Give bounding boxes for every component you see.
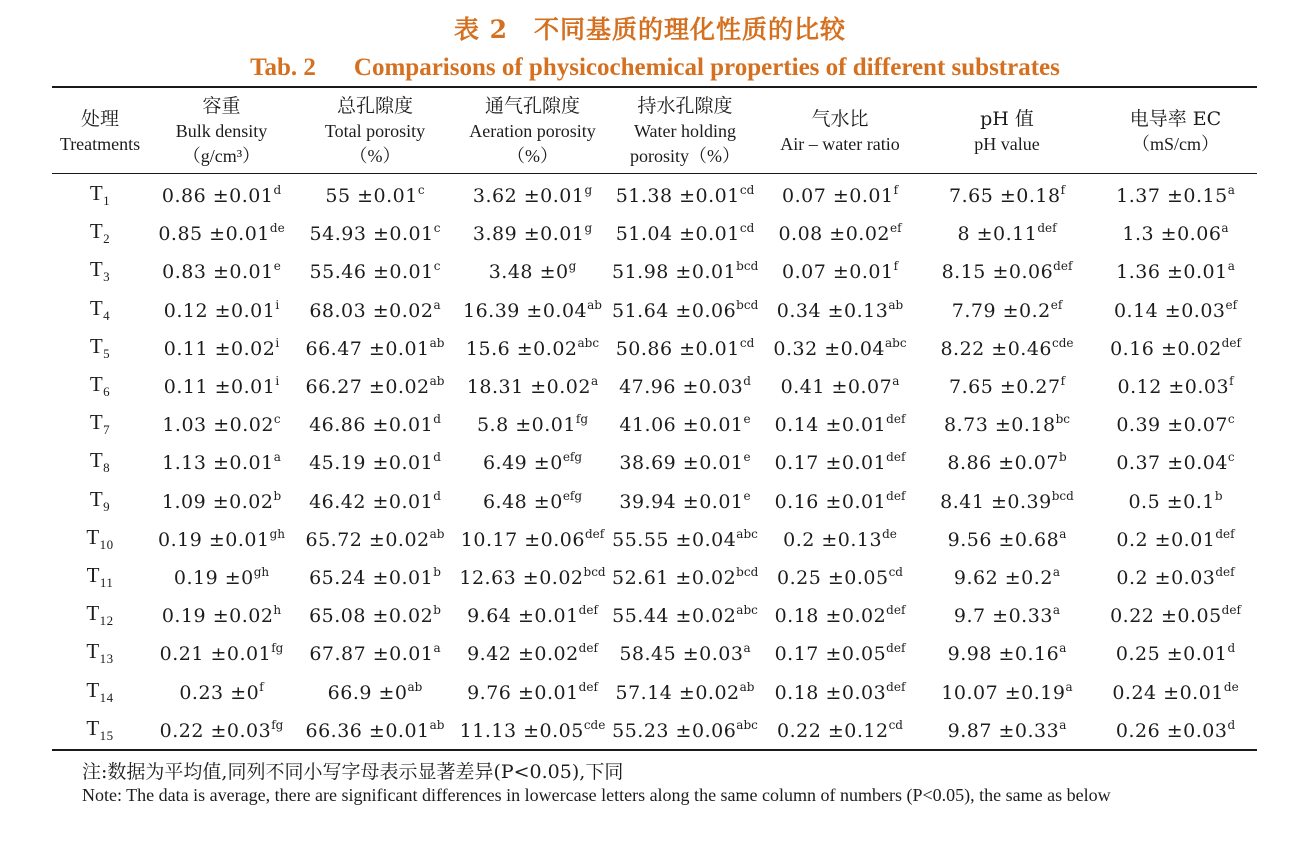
electrical-conductivity-cell: 0.2 ±0.01$^{def}$ xyxy=(1116,526,1235,551)
ph-value-cell: 9.62 ±0.2$^a$ xyxy=(953,564,1061,589)
treatment-cell: $T_{15}$ xyxy=(52,711,148,750)
table-row xyxy=(52,520,1257,558)
aeration-porosity-cell: 11.13 ±0.05$^{cde}$ xyxy=(455,711,610,750)
ph-value-cell: 8.22 ±0.46$^{cde}$ xyxy=(940,335,1074,360)
bulk-density-cell: $0.23 \pm 0^f$ xyxy=(179,679,264,704)
ph-value-cell: 9.7 ±0.33$^a$ xyxy=(953,603,1061,628)
treatment-cell: $T_{12}$ xyxy=(86,601,114,629)
air-water-ratio-cell: 0.32 ±0.04$^{abc}$ xyxy=(773,335,907,360)
total-porosity-cell: 54.93 ±0.01$^c$ xyxy=(309,221,441,246)
table-caption: Comparisons of physicochemical properties of different substrates xyxy=(353,54,1060,81)
water-holding-porosity-cell: 41.06 ±0.01$^e$ xyxy=(619,412,751,437)
header-row xyxy=(52,87,1257,174)
total-porosity-cell: 55.46 ±0.01$^c$ xyxy=(309,259,441,284)
properties-table xyxy=(52,86,1257,751)
electrical-conductivity-cell: 1.36 ±0.01$^a$ xyxy=(1116,259,1235,284)
electrical-conductivity-cell: 0.39 ±0.07$^c$ xyxy=(1116,412,1235,437)
total-porosity-cell: 65.08 ±0.02$^b$ xyxy=(309,603,441,628)
treatment-cell: $T_9$ xyxy=(89,486,111,514)
electrical-conductivity-cell: 1.37 ±0.15$^a$ xyxy=(1116,183,1235,208)
water-holding-porosity-cell: 47.96 ±0.03$^d$ xyxy=(619,374,751,399)
treatment-cell: $T_1$ xyxy=(89,181,111,209)
water-holding-porosity-cell: 50.86 ±0.01$^{cd}$ xyxy=(615,335,755,360)
water-holding-porosity-cell: 57.14 ±0.02$^{ab}$ xyxy=(615,679,755,704)
total-porosity-cell: 65.72 ±0.02$^{ab}$ xyxy=(305,526,445,551)
treatment-cell: $T_{11}$ xyxy=(86,562,114,590)
header-ph-value: pH 值 pH value xyxy=(920,87,1094,174)
water-holding-porosity-cell: 51.98 ±0.01$^{bcd}$ xyxy=(612,259,759,284)
air-water-ratio-cell: 0.08 ±0.02$^{ef}$ xyxy=(778,221,902,246)
table-row xyxy=(52,711,1257,750)
electrical-conductivity-cell: 0.26 ±0.03$^d$ xyxy=(1094,711,1257,750)
electrical-conductivity-cell: 0.37 ±0.04$^c$ xyxy=(1116,450,1235,475)
ph-value-cell: 7.65 ±0.27$^f$ xyxy=(948,374,1066,399)
air-water-ratio-cell: 0.25 ±0.05$^{cd}$ xyxy=(777,564,903,589)
total-porosity-cell: 45.19 ±0.01$^d$ xyxy=(309,450,441,475)
header-electrical-conductivity: 电导率 EC （mS/cm） xyxy=(1094,87,1257,174)
bulk-density-cell: 1.09 ±0.02$^b$ xyxy=(161,488,282,513)
aeration-porosity-cell: 3.89 ±0.01$^g$ xyxy=(472,221,593,246)
note-chinese: 注:数据为平均值,同列不同小写字母表示显著差异(P<0.05),下同 xyxy=(82,761,624,783)
air-water-ratio-cell: 0.41 ±0.07$^a$ xyxy=(780,374,900,399)
electrical-conductivity-cell: 0.2 ±0.03$^{def}$ xyxy=(1116,564,1235,589)
air-water-ratio-cell: 0.07 ±0.01$^f$ xyxy=(781,259,899,284)
treatment-cell: $T_3$ xyxy=(89,257,111,285)
water-holding-porosity-cell: 39.94 ±0.01$^e$ xyxy=(619,488,751,513)
treatment-cell: $T_{10}$ xyxy=(86,524,114,552)
header-bulk-density: 容重 Bulk density （g/cm³） xyxy=(148,87,295,174)
aeration-porosity-cell: 3.62 ±0.01$^g$ xyxy=(472,183,593,208)
total-porosity-cell: 66.47 ±0.01$^{ab}$ xyxy=(305,335,445,360)
table-row xyxy=(52,405,1257,443)
bulk-density-cell: 0.22 ±0.03$^{fg}$ xyxy=(148,711,295,750)
aeration-porosity-cell: 9.76 ±0.01$^{def}$ xyxy=(467,679,598,704)
aeration-porosity-cell: 9.42 ±0.02$^{def}$ xyxy=(467,641,598,666)
air-water-ratio-cell: 0.16 ±0.01$^{def}$ xyxy=(774,488,906,513)
bulk-density-cell: 0.19 ±0.01$^{gh}$ xyxy=(158,526,285,551)
air-water-ratio-cell: 0.07 ±0.01$^f$ xyxy=(781,183,899,208)
electrical-conductivity-cell: 1.3 ±0.06$^a$ xyxy=(1122,221,1229,246)
air-water-ratio-cell: 0.22 ±0.12$^{cd}$ xyxy=(760,711,920,750)
ph-value-cell: 8 ±0.11$^{def}$ xyxy=(957,221,1057,246)
ph-value-cell: 10.07 ±0.19$^a$ xyxy=(941,679,1073,704)
table-title-english xyxy=(0,54,1300,82)
electrical-conductivity-cell: 0.5 ±0.1$^b$ xyxy=(1128,488,1223,513)
bulk-density-cell: $0.11 \pm 0.01^i$ xyxy=(163,374,280,399)
ph-value-cell: 9.56 ±0.68$^a$ xyxy=(947,526,1067,551)
header-aeration-porosity: 通气孔隙度 Aeration porosity （%） xyxy=(455,87,610,174)
treatment-cell: $T_2$ xyxy=(89,219,111,247)
aeration-porosity-cell: 16.39 ±0.04$^{ab}$ xyxy=(462,297,602,322)
water-holding-porosity-cell: 52.61 ±0.02$^{bcd}$ xyxy=(612,564,759,589)
electrical-conductivity-cell: 0.16 ±0.02$^{def}$ xyxy=(1110,335,1241,360)
water-holding-porosity-cell: 51.64 ±0.06$^{bcd}$ xyxy=(612,297,759,322)
table-body xyxy=(52,174,1257,750)
bulk-density-cell: 1.03 ±0.02$^c$ xyxy=(162,412,281,437)
ph-value-cell: 9.87 ±0.33$^a$ xyxy=(920,711,1094,750)
header-treatments: 处理 Treatments xyxy=(52,87,148,174)
air-water-ratio-cell: 0.2 ±0.13de xyxy=(783,526,897,551)
aeration-porosity-cell: $6.48 \pm 0^{efg}$ xyxy=(482,488,583,513)
treatment-cell: $T_6$ xyxy=(89,372,111,400)
table-row xyxy=(52,174,1257,215)
bulk-density-cell: $0.11 \pm 0.02^i$ xyxy=(163,335,280,360)
table-row xyxy=(52,672,1257,710)
table-row xyxy=(52,214,1257,252)
total-porosity-cell: 46.86 ±0.01$^d$ xyxy=(309,412,441,437)
total-porosity-cell: 65.24 ±0.01$^b$ xyxy=(309,564,441,589)
aeration-porosity-cell: 18.31 ±0.02$^a$ xyxy=(466,374,599,399)
note-english: Note: The data is average, there are significant differences in lowercase letters along the same column of numbers (P<0.05), the same as below xyxy=(82,785,1111,805)
aeration-porosity-cell: 5.8 ±0.01$^{fg}$ xyxy=(476,412,589,437)
table-title-chinese: 表 2 不同基质的理化性质的比较 xyxy=(453,15,847,44)
electrical-conductivity-cell: 0.14 ±0.03$^{ef}$ xyxy=(1113,297,1238,322)
water-holding-porosity-cell: 38.69 ±0.01$^e$ xyxy=(619,450,751,475)
table-row xyxy=(52,596,1257,634)
bulk-density-cell: $0.12 \pm 0.01^i$ xyxy=(163,297,280,322)
electrical-conductivity-cell: 0.22 ±0.05$^{def}$ xyxy=(1110,603,1241,628)
table-row xyxy=(52,291,1257,329)
water-holding-porosity-cell: 58.45 ±0.03$^a$ xyxy=(619,641,751,666)
table-row xyxy=(52,443,1257,481)
aeration-porosity-cell: $6.49 \pm 0^{efg}$ xyxy=(482,450,583,475)
total-porosity-cell: 66.36 ±0.01$^{ab}$ xyxy=(295,711,455,750)
table-row xyxy=(52,482,1257,520)
bulk-density-cell: 0.21 ±0.01$^{fg}$ xyxy=(159,641,284,666)
air-water-ratio-cell: 0.18 ±0.03$^{def}$ xyxy=(774,679,906,704)
table-row xyxy=(52,329,1257,367)
ph-value-cell: 8.15 ±0.06$^{def}$ xyxy=(941,259,1073,284)
treatment-cell: $T_7$ xyxy=(89,410,111,438)
treatment-cell: $T_4$ xyxy=(89,295,111,323)
header-air-water-ratio: 气水比 Air – water ratio xyxy=(760,87,920,174)
header-water-holding-porosity: 持水孔隙度 Water holding porosity（%） xyxy=(610,87,760,174)
water-holding-porosity-cell: 55.55 ±0.04$^{abc}$ xyxy=(612,526,758,551)
table-row xyxy=(52,558,1257,596)
bulk-density-cell: 0.85 ±0.01de xyxy=(158,221,285,246)
table-row xyxy=(52,367,1257,405)
aeration-porosity-cell: 12.63 ±0.02$^{bcd}$ xyxy=(459,564,606,589)
treatment-cell: $T_5$ xyxy=(89,333,111,361)
water-holding-porosity-cell: 55.23 ±0.06$^{abc}$ xyxy=(610,711,760,750)
total-porosity-cell: $66.9 \pm 0^{ab}$ xyxy=(327,679,423,704)
ph-value-cell: 7.79 ±0.2$^{ef}$ xyxy=(951,297,1063,322)
total-porosity-cell: 55 ±0.01$^c$ xyxy=(325,183,425,208)
air-water-ratio-cell: 0.17 ±0.05$^{def}$ xyxy=(774,641,906,666)
aeration-porosity-cell: 9.64 ±0.01$^{def}$ xyxy=(467,603,598,628)
electrical-conductivity-cell: 0.12 ±0.03$^f$ xyxy=(1117,374,1234,399)
ph-value-cell: 7.65 ±0.18$^f$ xyxy=(948,183,1066,208)
bulk-density-cell: $0.19 \pm 0^{gh}$ xyxy=(173,564,270,589)
table-row xyxy=(52,252,1257,290)
bulk-density-cell: 1.13 ±0.01$^a$ xyxy=(162,450,281,475)
air-water-ratio-cell: 0.17 ±0.01$^{def}$ xyxy=(774,450,906,475)
electrical-conductivity-cell: 0.24 ±0.01de xyxy=(1112,679,1239,704)
ph-value-cell: 9.98 ±0.16$^a$ xyxy=(947,641,1067,666)
total-porosity-cell: 46.42 ±0.01$^d$ xyxy=(309,488,441,513)
electrical-conductivity-cell: 0.25 ±0.01$^d$ xyxy=(1115,641,1236,666)
air-water-ratio-cell: 0.14 ±0.01$^{def}$ xyxy=(774,412,906,437)
table-number: Tab. 2 xyxy=(250,54,316,81)
total-porosity-cell: 67.87 ±0.01$^a$ xyxy=(309,641,441,666)
total-porosity-cell: 68.03 ±0.02$^a$ xyxy=(309,297,441,322)
water-holding-porosity-cell: 55.44 ±0.02$^{abc}$ xyxy=(612,603,758,628)
aeration-porosity-cell: 15.6 ±0.02$^{abc}$ xyxy=(465,335,600,360)
air-water-ratio-cell: 0.18 ±0.02$^{def}$ xyxy=(774,603,906,628)
ph-value-cell: 8.73 ±0.18$^{bc}$ xyxy=(944,412,1070,437)
total-porosity-cell: 66.27 ±0.02$^{ab}$ xyxy=(305,374,445,399)
air-water-ratio-cell: 0.34 ±0.13$^{ab}$ xyxy=(776,297,904,322)
ph-value-cell: 8.41 ±0.39$^{bcd}$ xyxy=(940,488,1074,513)
bulk-density-cell: 0.83 ±0.01$^e$ xyxy=(162,259,281,284)
treatment-cell: $T_8$ xyxy=(89,448,111,476)
water-holding-porosity-cell: 51.38 ±0.01$^{cd}$ xyxy=(615,183,755,208)
treatment-cell: $T_{13}$ xyxy=(86,639,114,667)
treatment-cell: $T_{14}$ xyxy=(86,677,114,705)
bulk-density-cell: 0.86 ±0.01$^d$ xyxy=(161,183,282,208)
table-row xyxy=(52,634,1257,672)
bulk-density-cell: 0.19 ±0.02$^h$ xyxy=(161,603,282,628)
water-holding-porosity-cell: 51.04 ±0.01$^{cd}$ xyxy=(615,221,755,246)
ph-value-cell: 8.86 ±0.07$^b$ xyxy=(947,450,1067,475)
header-total-porosity: 总孔隙度 Total porosity （%） xyxy=(295,87,455,174)
aeration-porosity-cell: 10.17 ±0.06$^{def}$ xyxy=(460,526,605,551)
aeration-porosity-cell: $3.48 \pm 0^g$ xyxy=(488,259,577,284)
